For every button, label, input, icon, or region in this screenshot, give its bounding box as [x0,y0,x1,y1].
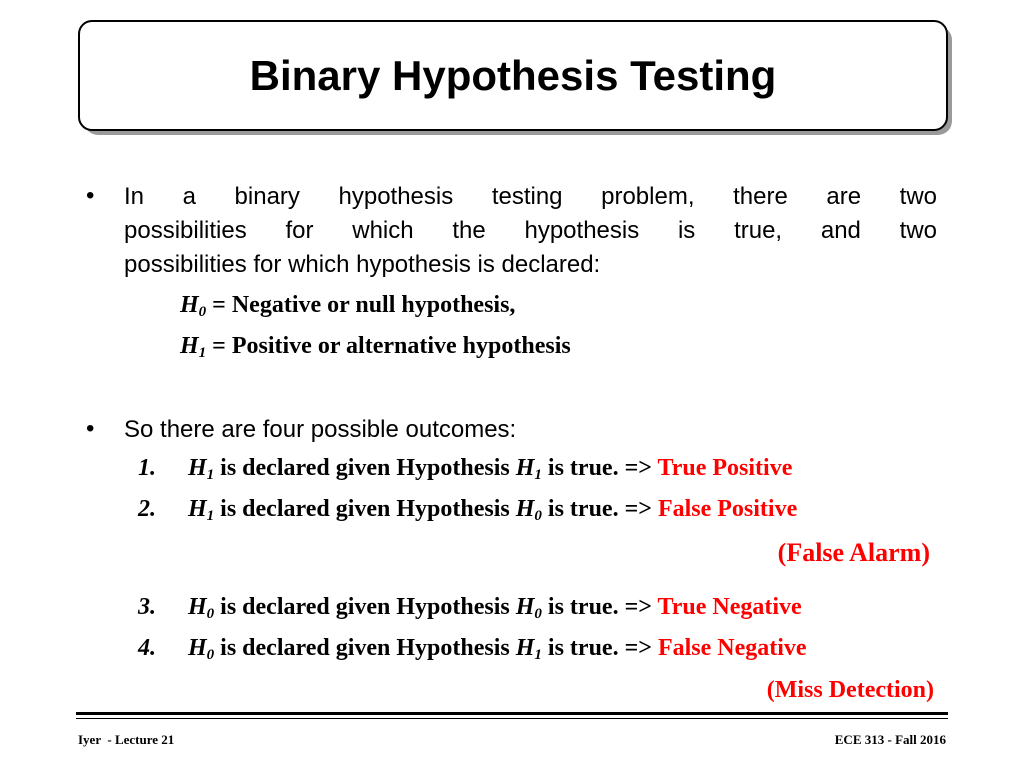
outcome-1: 1. $H_1$ is declared given Hypothesis $H_1$ is true. => True Positive [138,455,793,483]
hypothesis-h0-text: = Negative or null hypothesis, [206,292,516,318]
hypothesis-h1-symbol: $H_1$ [180,333,207,361]
outcome-4: 4. $H_0$ is declared given Hypothesis $H_1$ is true. => False Negative [138,635,807,663]
outcome-2-label: False Positive [657,496,798,522]
hypothesis-h0-symbol: $H_0$ [180,292,207,320]
footer-course: ECE 313 - Fall 2016 [834,732,946,747]
bullet-1-dot: • [86,182,95,209]
title-box [78,20,948,131]
outcome-3: 3. $H_0$ is declared given Hypothesis $H_0$ is true. => True Negative [138,594,802,622]
intro-line-2: possibilities for which the hypothesis is true, and two [124,217,937,244]
outcome-4-note: (Miss Detection) [766,677,934,703]
outcome-2-number: 2. [138,496,156,522]
footer-divider-thin [76,718,948,719]
intro-line-1: In a binary hypothesis testing problem, there are two [124,183,937,210]
outcomes-intro-text: So there are four possible outcomes: [124,416,517,443]
hypothesis-h0 [180,292,515,319]
outcomes-intro [124,413,937,447]
outcome-4-label: False Negative [657,635,807,661]
intro-paragraph [124,180,937,282]
outcome-1-number: 1. [138,455,156,481]
outcome-2: 2. $H_1$ is declared given Hypothesis $H_0$ is true. => False Positive [138,496,798,524]
bullet-2-dot: • [86,415,95,442]
page-title: Binary Hypothesis Testing [249,51,777,99]
outcome-4-number: 4. [138,635,156,661]
intro-line-3: possibilities for which hypothesis is declared: [124,251,601,278]
hypothesis-h1-text: = Positive or alternative hypothesis [206,333,571,359]
outcome-1-label: True Positive [657,455,793,481]
outcome-2-note: (False Alarm) [777,538,930,567]
footer-divider-thick [76,712,948,715]
footer-lecture: Iyer - Lecture 21 [78,732,175,747]
outcome-3-label: True Negative [657,594,802,620]
hypothesis-h1 [180,333,571,360]
outcome-3-number: 3. [138,594,156,620]
